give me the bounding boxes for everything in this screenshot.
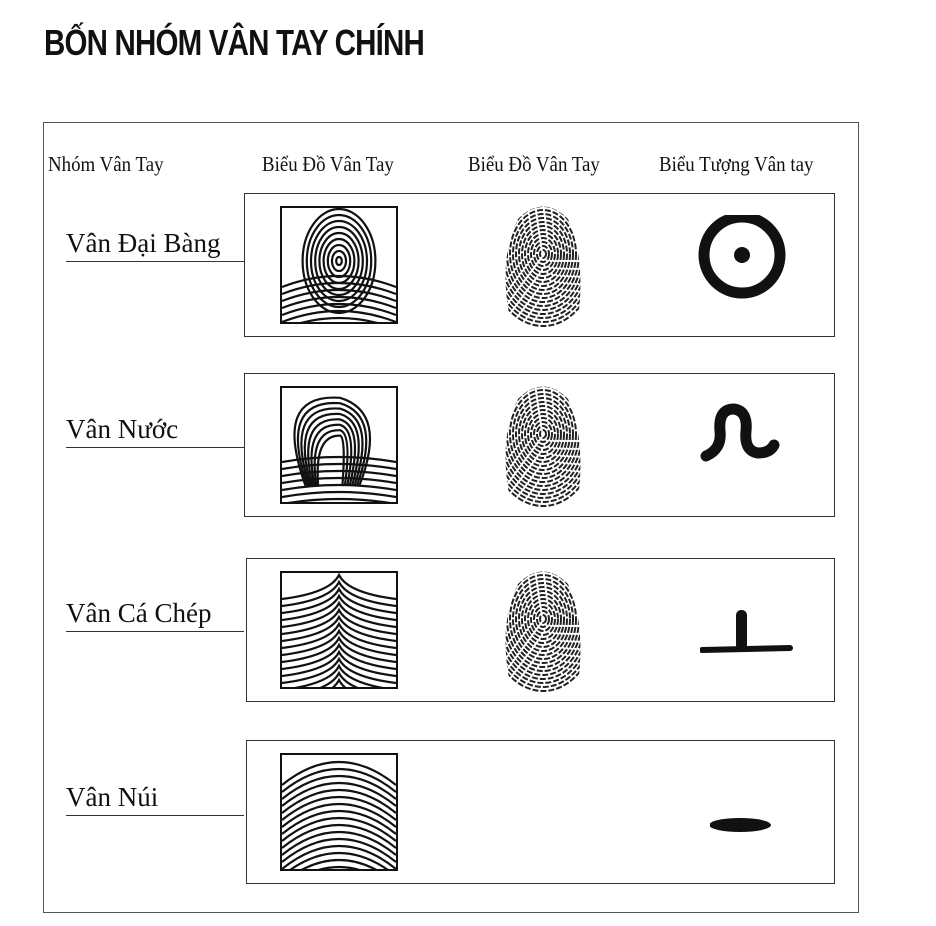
- fingerprint-pattern-diagram: [280, 753, 398, 871]
- fingerprint-print-image: [498, 199, 588, 334]
- fingerprint-pattern-diagram: [280, 206, 398, 324]
- header-group: Nhóm Vân Tay: [48, 152, 164, 176]
- fingerprint-group-label: Vân Nước: [66, 414, 244, 448]
- fingerprint-pattern-diagram: [280, 571, 398, 689]
- header-diagram: Biểu Đồ Vân Tay: [262, 152, 394, 176]
- tented-arch-symbol-icon: [700, 586, 800, 676]
- fingerprint-group-label: Vân Đại Bàng: [66, 228, 244, 262]
- fingerprint-print-image: [498, 379, 588, 514]
- concentric-ring-symbol-icon: [697, 215, 797, 305]
- plain-arch-symbol-icon: [710, 775, 810, 865]
- loop-curve-symbol-icon: [700, 401, 800, 491]
- fingerprint-print-image: [498, 564, 588, 699]
- fingerprint-pattern-diagram: [280, 386, 398, 504]
- page-title: BỐN NHÓM VÂN TAY CHÍNH: [44, 22, 424, 63]
- header-symbol: Biểu Tượng Vân tay: [659, 152, 814, 176]
- fingerprint-group-label: Vân Cá Chép: [66, 598, 244, 632]
- header-print: Biểu Đồ Vân Tay: [468, 152, 600, 176]
- fingerprint-group-label: Vân Núi: [66, 782, 244, 816]
